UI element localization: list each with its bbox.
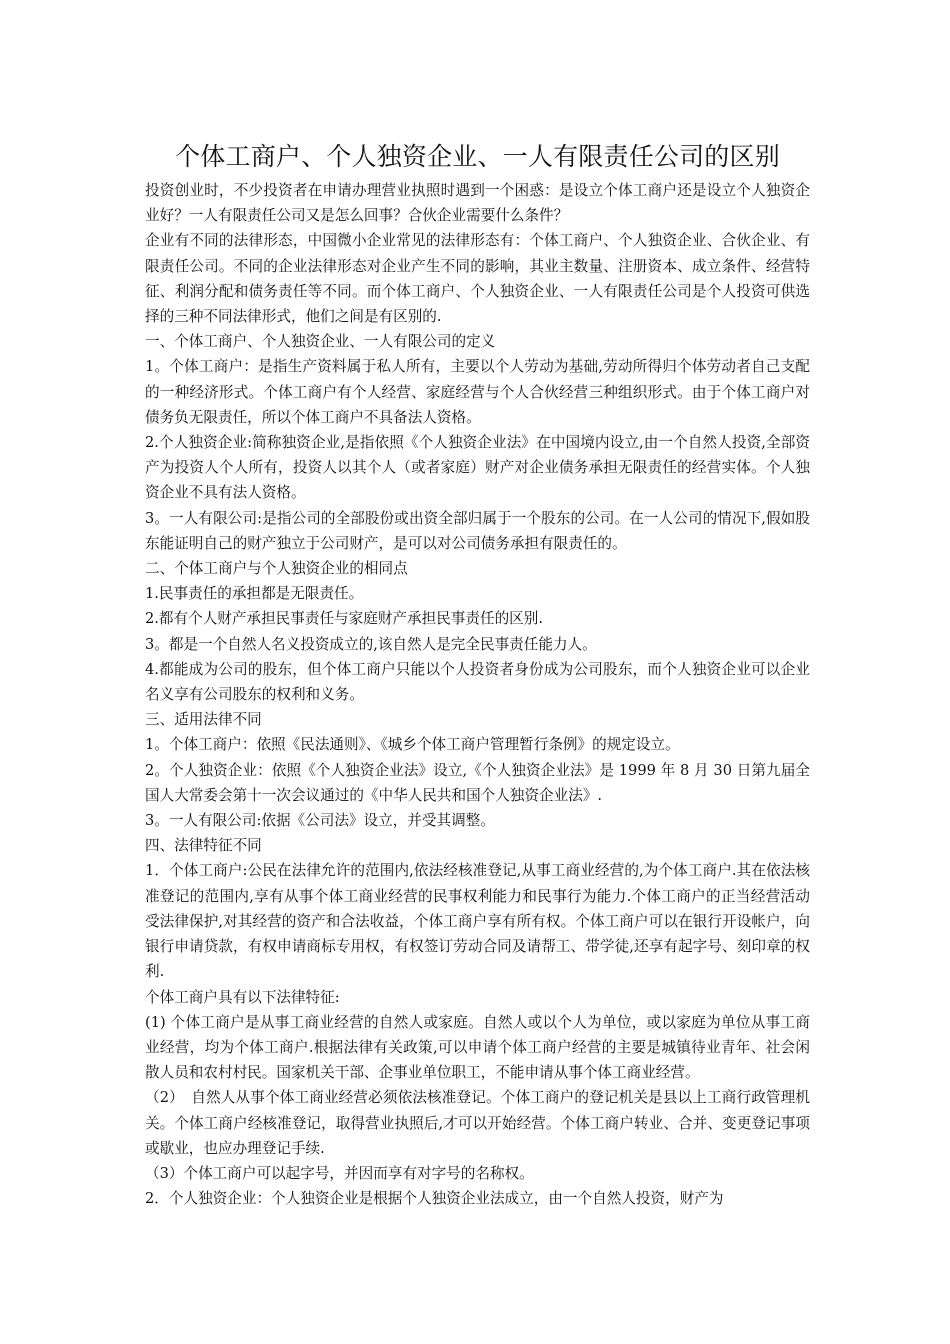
- intro-paragraph: 投资创业时，不少投资者在申请办理营业执照时遇到一个困惑：是设立个体工商户还是设立个人独资企业好？一人有限责任公司又是怎么回事？合伙企业需要什么条件？: [145, 182, 810, 225]
- section-heading-applicable-law: 三、适用法律不同: [145, 711, 262, 729]
- feature-subitem: (1) 个体工商户是从事工商业经营的自然人或家庭。自然人或以个人为单位，或以家庭为单位从事工商业经营，均为个体工商户.根据法律有关政策,可以申请个体工商户经营的主要是城镇待业青年、社会闲散人员和农村村民。国家机关干部、企事业单位职工，不能申请从事个体工商业经营。: [145, 1013, 810, 1082]
- law-item: 1。个体工商户：依照《民法通则》、《城乡个体工商户管理暂行条例》的规定设立。: [145, 736, 680, 754]
- similarity-item: 4.都能成为公司的股东，但个体工商户只能以个人投资者身份成为公司股东，而个人独资企业可以企业名义享有公司股东的权利和义务。: [145, 660, 810, 704]
- legal-forms-paragraph: 企业有不同的法律形态，中国微小企业常见的法律形态有：个体工商户、个人独资企业、合伙企业、有限责任公司。不同的企业法律形态对企业产生不同的影响，其业主数量、注册资本、成立条件、经营特征、利润分配和债务责任等不同。而个体工商户、个人独资企业、一人有限责任公司是个人投资可供选择的三种不同法律形式，他们之间是有区别的.: [145, 232, 810, 326]
- similarity-item: 2.都有个人财产承担民事责任与家庭财产承担民事责任的区别.: [145, 610, 544, 628]
- definition-one-person-company: 3。一人有限公司:是指公司的全部股份或出资全部归属于一个股东的公司。在一人公司的情况下,假如股东能证明自己的财产独立于公司财产，是可以对公司债务承担有限责任的。: [145, 509, 810, 552]
- feature-item: 1．个体工商户:公民在法律允许的范围内,依法经核准登记,从事工商业经营的,为个体工商户.其在依法核准登记的范围内,享有从事个体工商业经营的民事权利能力和民事行为能力.个体工商户的正当经营活动受法律保护,对其经营的资产和合法收益，个体工商户享有所有权。个体工商户可以在银行开设帐户，向银行申请贷款，有权申请商标专用权，有权签订劳动合同及请帮工、带学徒,还享有起字号、刻印章的权利.: [145, 862, 810, 981]
- feature-subitem: （3）个体工商户可以起字号，并因而享有对字号的名称权。: [145, 1164, 534, 1182]
- law-item: 3。一人有限公司:依据《公司法》设立，并受其调整。: [145, 812, 495, 830]
- similarity-item: 3。都是一个自然人名义投资成立的,该自然人是完全民事责任能力人。: [145, 635, 597, 653]
- document-body: [145, 178, 810, 1211]
- definition-sole-proprietorship: 2.个人独资企业:简称独资企业,是指依照《个人独资企业法》在中国境内设立,由一个自然人投资,全部资产为投资人个人所有，投资人以其个人（或者家庭）财产对企业债务承担无限责任的经营实体。个人独资企业不具有法人资格。: [145, 434, 810, 502]
- definition-individual-business: 1。个体工商户：是指生产资料属于私人所有，主要以个人劳动为基础,劳动所得归个体劳动者自己支配的一种经济形式。个体工商户有个人经营、家庭经营与个人合伙经营三种组织形式。由于个体工商户对债务负无限责任，所以个体工商户不具备法人资格。: [145, 358, 810, 426]
- feature-item: 2．个人独资企业：个人独资企业是根据个人独资企业法成立，由一个自然人投资，财产为: [145, 1190, 724, 1208]
- section-heading-legal-features: 四、法律特征不同: [145, 837, 262, 855]
- section-heading-definitions: 一、个体工商户、个人独资企业、一人有限公司的定义: [145, 333, 496, 351]
- document-page: [145, 0, 810, 1211]
- law-item: 2。个人独资企业：依照《个人独资企业法》设立,《个人独资企业法》是 1999 年 8 月 30 日第九届全国人大常委会第十一次会议通过的《中华人民共和国个人独资企业法》.: [145, 761, 810, 804]
- feature-subitem: （2） 自然人从事个体工商业经营必须依法核准登记。个体工商户的登记机关是县以上工商行政管理机关。个体工商户经核准登记，取得营业执照后,才可以开始经营。个体工商户转业、合并、变更登记事项或歇业，也应办理登记手续.: [145, 1089, 810, 1157]
- section-heading-similarities: 二、个体工商户与个人独资企业的相同点: [145, 560, 408, 578]
- similarity-item: 1.民事责任的承担都是无限责任。: [145, 585, 364, 603]
- document-title: 个体工商户、个人独资企业、一人有限责任公司的区别: [175, 142, 780, 171]
- feature-subheading: 个体工商户具有以下法律特征:: [145, 988, 340, 1006]
